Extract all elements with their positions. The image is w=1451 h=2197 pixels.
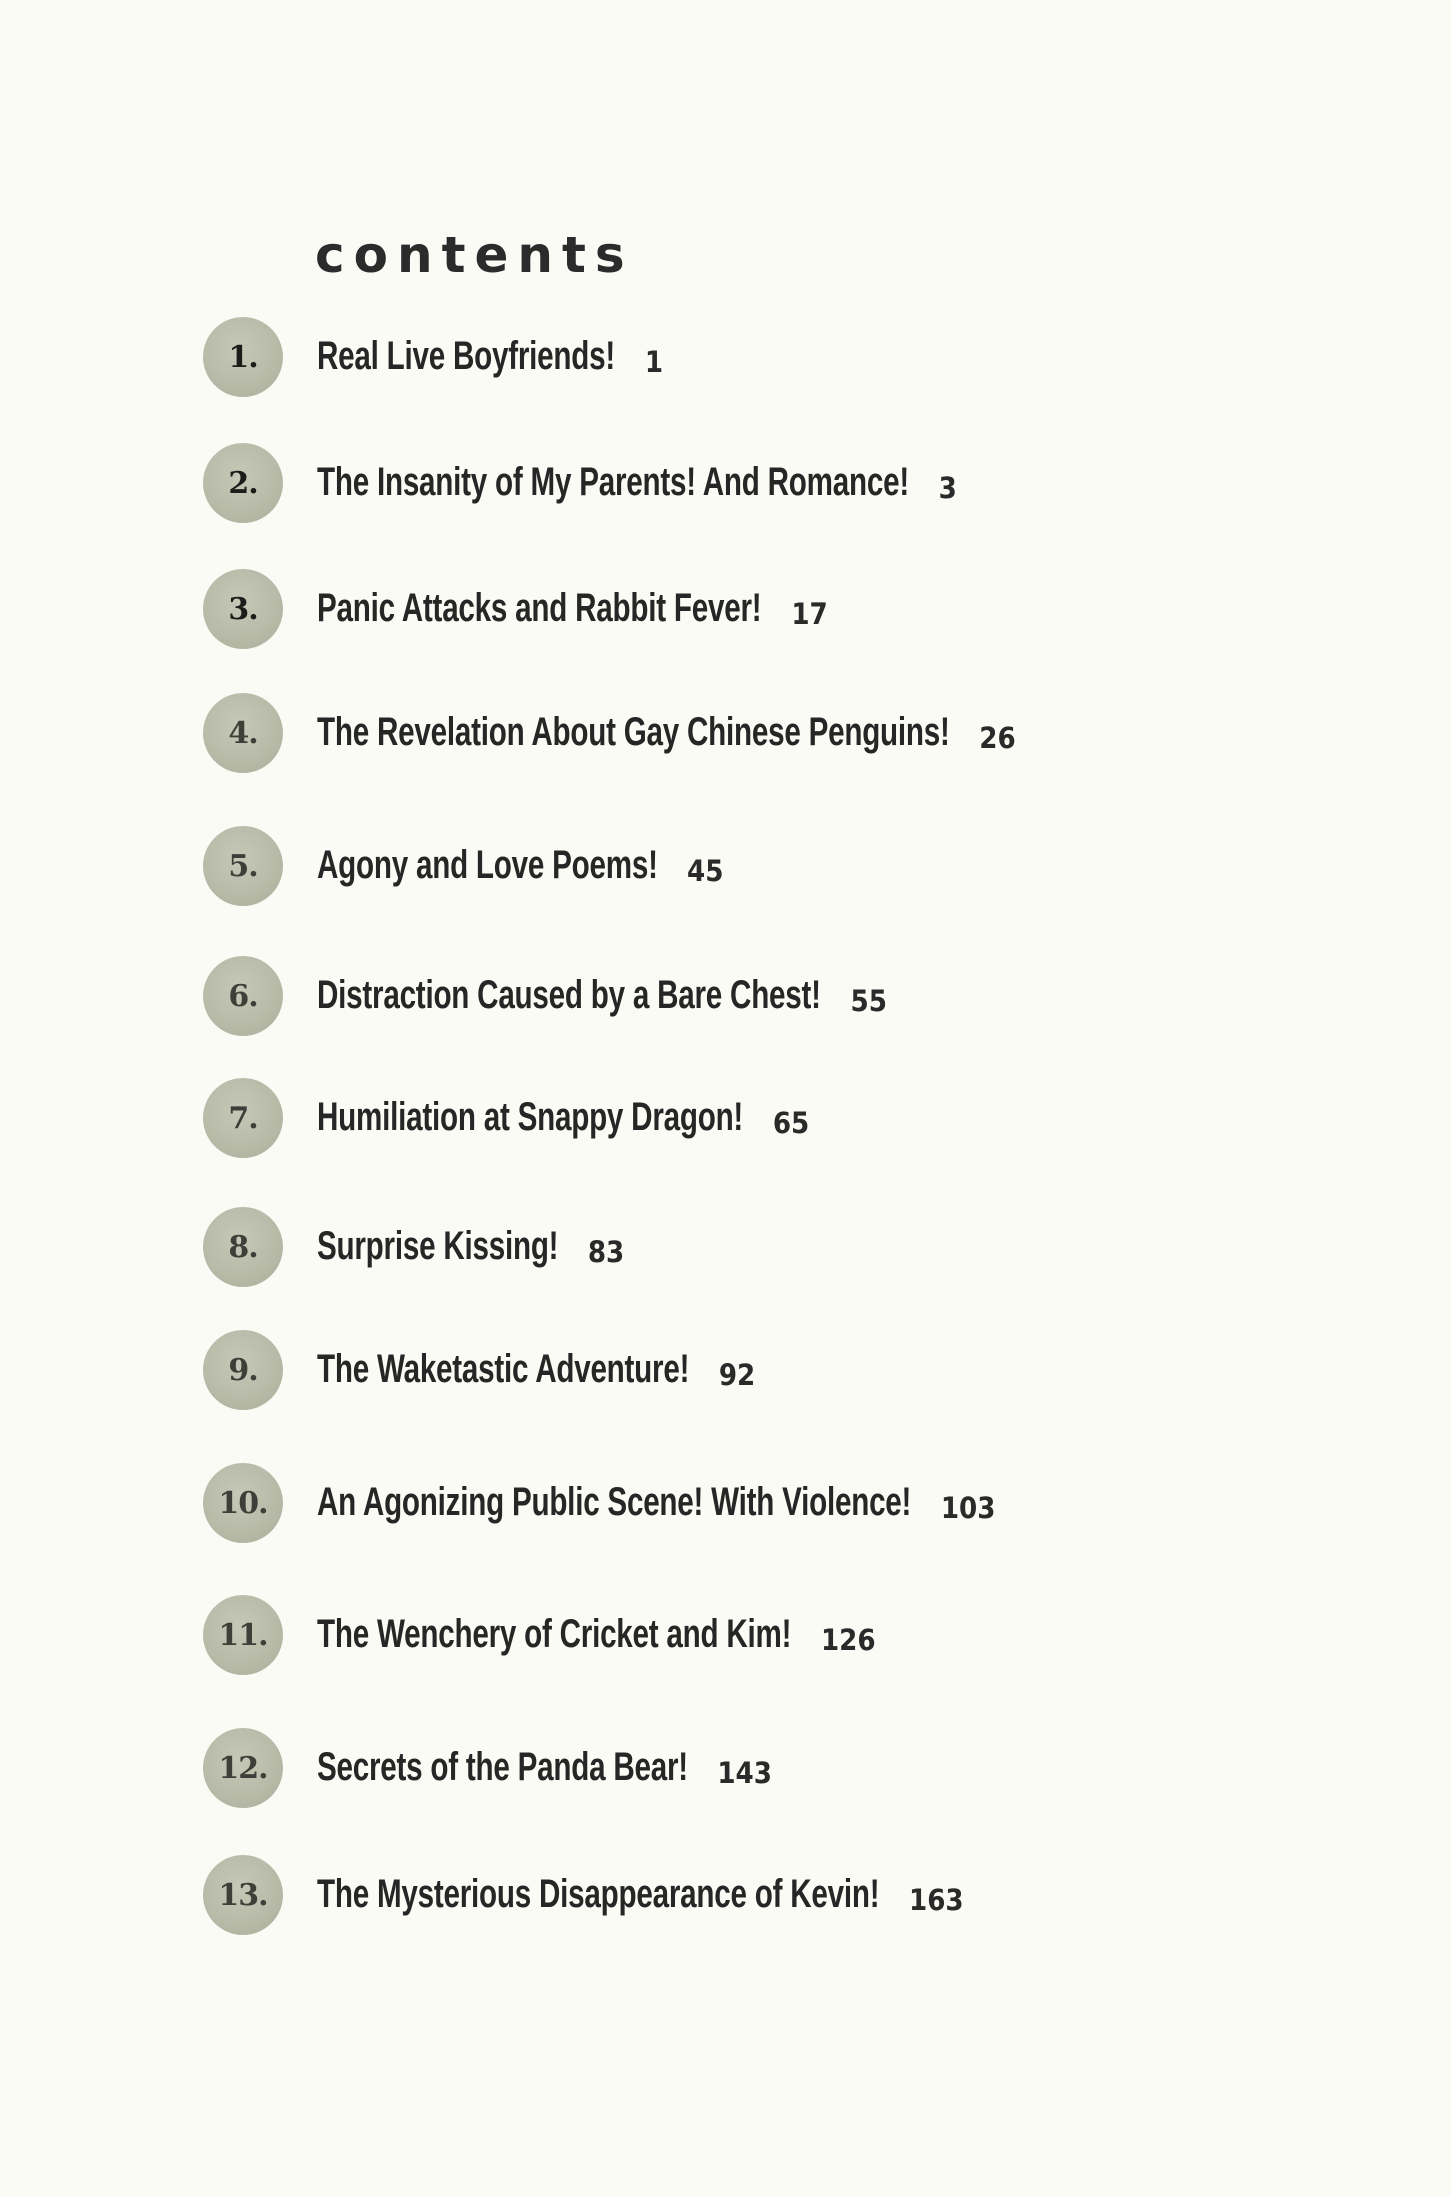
page-number: 3 — [938, 471, 957, 505]
toc-entry[interactable] — [203, 956, 1203, 1036]
chapter-title[interactable]: An Agonizing Public Scene! With Violence! — [317, 1480, 912, 1524]
chapter-number: 7. — [228, 1100, 258, 1136]
chapter-title[interactable]: Humiliation at Snappy Dragon! — [317, 1095, 744, 1139]
page-number: 55 — [850, 984, 887, 1018]
page-number: 143 — [717, 1756, 773, 1790]
chapter-number: 1. — [228, 339, 258, 375]
chapter-number: 12. — [218, 1750, 268, 1786]
chapter-number-badge — [203, 443, 283, 523]
chapter-title[interactable]: The Revelation About Gay Chinese Penguins! — [317, 710, 950, 754]
chapter-number: 8. — [228, 1229, 258, 1265]
toc-entry[interactable] — [203, 317, 1203, 397]
page-number: 26 — [979, 721, 1016, 755]
page-number: 103 — [940, 1491, 996, 1525]
chapter-number: 2. — [228, 465, 258, 501]
page-number: 1 — [644, 345, 663, 379]
toc-entry[interactable] — [203, 1463, 1203, 1543]
toc-entry[interactable] — [203, 569, 1203, 649]
page-number: 17 — [790, 597, 828, 631]
chapter-title[interactable]: Secrets of the Panda Bear! — [317, 1745, 688, 1789]
page-number: 92 — [718, 1358, 756, 1392]
page-number: 83 — [587, 1235, 625, 1269]
toc-entry[interactable] — [203, 1330, 1203, 1410]
chapter-number-badge — [203, 693, 283, 773]
chapter-number-badge — [203, 1728, 283, 1808]
chapter-number-badge — [203, 826, 283, 906]
chapter-number: 11. — [218, 1617, 268, 1653]
chapter-title[interactable]: Real Live Boyfriends! — [317, 334, 616, 378]
toc-entry[interactable] — [203, 826, 1203, 906]
toc-entry[interactable] — [203, 443, 1203, 523]
chapter-number-badge — [203, 1595, 283, 1675]
page-number: 126 — [820, 1623, 876, 1657]
chapter-number-badge — [203, 317, 283, 397]
chapter-number-badge — [203, 1463, 283, 1543]
page-number: 45 — [687, 854, 724, 888]
chapter-title[interactable]: Agony and Love Poems! — [317, 843, 658, 887]
chapter-number-badge — [203, 1078, 283, 1158]
chapter-title[interactable]: The Insanity of My Parents! And Romance! — [317, 460, 909, 504]
toc-entry[interactable] — [203, 1855, 1203, 1935]
chapter-title[interactable]: Distraction Caused by a Bare Chest! — [317, 973, 821, 1017]
chapter-title[interactable]: The Wenchery of Cricket and Kim! — [317, 1612, 792, 1656]
chapter-number: 4. — [228, 715, 258, 751]
chapter-number-badge — [203, 1855, 283, 1935]
chapter-title[interactable]: The Mysterious Disappearance of Kevin! — [317, 1872, 880, 1916]
chapter-number: 9. — [228, 1352, 258, 1388]
chapter-number: 3. — [228, 591, 258, 627]
chapter-title[interactable]: The Waketastic Adventure! — [317, 1347, 690, 1391]
chapter-number: 13. — [218, 1877, 268, 1913]
chapter-number-badge — [203, 956, 283, 1036]
chapter-number-badge — [203, 1207, 283, 1287]
toc-entry[interactable] — [203, 1078, 1203, 1158]
chapter-number-badge — [203, 569, 283, 649]
chapter-title[interactable]: Surprise Kissing! — [317, 1224, 559, 1268]
chapter-title[interactable]: Panic Attacks and Rabbit Fever! — [317, 586, 762, 630]
chapter-number: 5. — [228, 848, 258, 884]
page-number: 65 — [772, 1106, 810, 1140]
page-title: contents — [315, 225, 634, 284]
toc-entry[interactable] — [203, 693, 1203, 773]
chapter-number: 10. — [218, 1485, 268, 1521]
page-number: 163 — [908, 1883, 964, 1917]
toc-entry[interactable] — [203, 1207, 1203, 1287]
chapter-number: 6. — [228, 978, 258, 1014]
chapter-number-badge — [203, 1330, 283, 1410]
toc-entry[interactable] — [203, 1595, 1203, 1675]
toc-entry[interactable] — [203, 1728, 1203, 1808]
